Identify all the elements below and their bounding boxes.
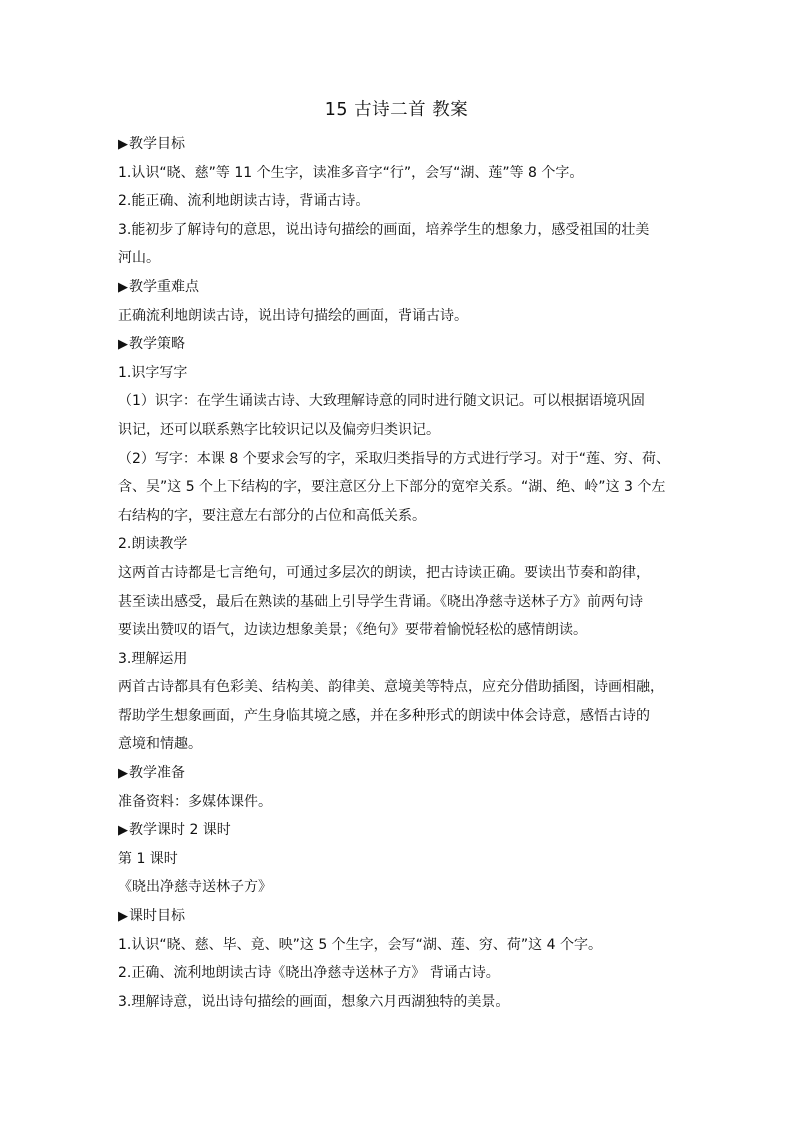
text-line: 意境和情趣。 bbox=[118, 736, 202, 753]
heading-text: 教学重难点 bbox=[129, 278, 199, 295]
section-heading bbox=[118, 273, 678, 302]
document-title: 15 古诗二首 教案 bbox=[324, 100, 469, 120]
document-body bbox=[118, 130, 678, 1016]
text-line: 准备资料：多媒体课件。 bbox=[118, 793, 272, 810]
heading-text: 课时目标 bbox=[129, 908, 185, 925]
triangle-right-icon: ▶ bbox=[118, 337, 128, 353]
text-line: 正确流利地朗读古诗，说出诗句描绘的画面，背诵古诗。 bbox=[118, 307, 468, 324]
triangle-right-icon: ▶ bbox=[118, 279, 128, 295]
section-heading bbox=[118, 759, 678, 788]
text-line: 1.认识“晓、慈、毕、竟、映”这 5 个生字，会写“湖、莲、穷、荷”这 4 个字。 bbox=[118, 936, 602, 953]
text-line: 3.能初步了解诗句的意思，说出诗句描绘的画面，培养学生的想象力，感受祖国的壮美 bbox=[118, 221, 650, 238]
text-line: 右结构的字，要注意左右部分的占位和高低关系。 bbox=[118, 507, 426, 524]
text-line: 3.理解诗意，说出诗句描绘的画面，想象六月西湖独特的美景。 bbox=[118, 993, 510, 1010]
section-heading bbox=[118, 902, 678, 931]
heading-text: 教学课时 2 课时 bbox=[129, 822, 231, 839]
text-line: 河山。 bbox=[118, 250, 160, 267]
text-line: 含、吴”这 5 个上下结构的字，要注意区分上下部分的宽窄关系。“湖、绝、岭”这 3 个左 bbox=[118, 479, 666, 496]
triangle-right-icon: ▶ bbox=[118, 137, 128, 152]
triangle-right-icon: ▶ bbox=[118, 909, 128, 925]
text-line: 2.能正确、流利地朗读古诗，背诵古诗。 bbox=[118, 193, 370, 210]
text-line: 第 1 课时 bbox=[118, 850, 178, 867]
text-line: 甚至读出感受，最后在熟读的基础上引导学生背诵。《晓出净慈寺送林子方》前两句诗 bbox=[118, 593, 643, 610]
text-line: 2.朗读教学 bbox=[118, 536, 188, 553]
text-line: 2.正确、流利地朗读古诗《晓出净慈寺送林子方》 背诵古诗。 bbox=[118, 965, 500, 982]
text-line: 这两首古诗都是七言绝句，可通过多层次的朗读，把古诗读正确。要读出节奏和韵律， bbox=[118, 564, 650, 581]
section-heading bbox=[118, 330, 678, 359]
text-line: 3.理解运用 bbox=[118, 650, 188, 667]
text-line: 帮助学生想象画面，产生身临其境之感，并在多种形式的朗读中体会诗意，感悟古诗的 bbox=[118, 707, 650, 724]
text-line: 要读出赞叹的语气，边读边想象美景；《绝句》要带着愉悦轻松的感情朗读。 bbox=[118, 622, 587, 639]
heading-text: 教学策略 bbox=[129, 336, 185, 353]
triangle-right-icon: ▶ bbox=[118, 823, 128, 839]
text-line: 两首古诗都具有色彩美、结构美、韵律美、意境美等特点，应充分借助插图，诗画相融， bbox=[118, 679, 664, 696]
heading-text: 教学目标 bbox=[129, 136, 185, 152]
text-line: （1）识字：在学生诵读古诗、大致理解诗意的同时进行随文识记。可以根据语境巩固 bbox=[118, 393, 645, 410]
text-line: 1.识字写字 bbox=[118, 364, 188, 381]
text-line: 识记，还可以联系熟字比较识记以及偏旁归类识记。 bbox=[118, 421, 440, 438]
section-heading bbox=[118, 816, 678, 845]
text-line: 《晓出净慈寺送林子方》 bbox=[118, 879, 272, 896]
triangle-right-icon: ▶ bbox=[118, 766, 128, 782]
text-line: 1.认识“晓、慈”等 11 个生字，读准多音字“行”，会写“湖、莲”等 8 个字。 bbox=[118, 164, 584, 181]
text-line: （2）写字：本课 8 个要求会写的字，采取归类指导的方式进行学习。对于“莲、穷、荷、 bbox=[118, 450, 670, 467]
heading-text: 教学准备 bbox=[129, 765, 185, 782]
section-heading bbox=[118, 130, 678, 159]
